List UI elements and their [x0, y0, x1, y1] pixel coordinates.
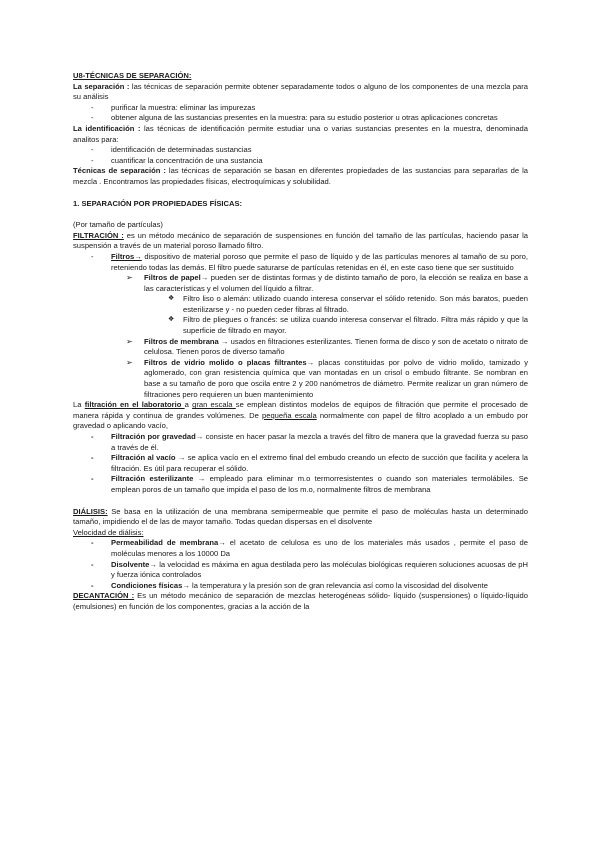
list-item: - cuantificar la concentración de una sustancia — [91, 155, 263, 165]
list-item: - Filtración al vacío → se aplica vacío en el extremo final del embudo creando un efecto de succión que facilita y acelera la filtración. Es útil para recuperar el sólido. — [91, 453, 528, 473]
decantacion-paragraph: DECANTACIÓN : Es un método mecánico de separación de mezclas heterogéneas sólido- líquido (suspensiones) o líquido-líquido (emulsiones) en función de los componentes, gracias a la acción de la — [73, 591, 528, 611]
section-heading: 1. SEPARACIÓN POR PROPIEDADES FÍSICAS: — [73, 198, 243, 208]
filtros-papel-item: ➢ Filtros de papel→ pueden ser de distintas formas y de distinto tamaño de poro, la elección se realiza en base a las características y el volumen del líquido a filtrar. — [126, 273, 529, 293]
filtros-membrana-item: ➢ Filtros de membrana → usados en filtraciones esterilizantes. Tienen forma de disco y son de acetato o nitrato de celulosa. Tienen poros de diverso tamaño — [126, 336, 529, 357]
list-item: - Filtración esterilizante → empleado para eliminar m.o termorresistentes o cuando son materiales termolábiles. Se emplean poros de un tamaño que impida el paso de los m.o, normalmente filtros de membrana — [91, 474, 528, 494]
diamond-bullet-icon: ❖ — [168, 295, 175, 303]
dash-marker: - — [91, 251, 94, 261]
separacion-text: las técnicas de separación permite obtener separadamente todos o alguno de los componentes de una mezcla para su análisis — [73, 81, 528, 102]
filtracion-term: FILTRACIÓN : — [73, 230, 124, 240]
filtros-vidrio-item: ➢ Filtros de vidrio molido o placas filtrantes→ placas constituidas por polvo de vidrio molido, tamizado y aglomerado, con gran resistencia química que van montadas en un crisol o embudo filtrante. Se nombran en base a su tamaño de poro que oscila entre 2 y 200 nanómetros de diámetro. Permite realizar un gran número de filtraciones pero requieren un buen mantenimiento — [126, 357, 528, 399]
dash-marker: - — [91, 145, 94, 155]
dash-marker: - — [91, 102, 94, 112]
dash-marker: - — [91, 453, 94, 463]
dash-marker: - — [91, 538, 94, 548]
identificacion-paragraph: La identificación : las técnicas de identificación permite estudiar una o varias sustancias presentes en la muestra, denominada analitos para: — [73, 123, 528, 144]
velocidad-heading: Velocidad de diálisis: — [73, 527, 144, 537]
dash-marker: - — [91, 474, 94, 484]
list-item: - obtener alguna de las sustancias presentes en la muestra: para su estudio posterior u otras aplicaciones concretas — [91, 113, 498, 123]
filtracion-paragraph: FILTRACIÓN : es un método mecánico de separación de suspensiones en función del tamaño de las partículas, haciendo pasar la suspensión a través de un material poroso llamado filtro. — [73, 230, 528, 251]
dialisis-term: DIÁLISIS: — [73, 506, 108, 516]
filtro-liso-item: ❖ Filtro liso o alemán: utilizado cuando interesa conservar el sólido retenido. Son más baratos, pueden esterilizarse y - no pueden ceder fibras al filtrado. — [168, 294, 528, 314]
laboratorio-paragraph: La filtración en el laboratorio a gran escala se emplean distintos modelos de equipos de filtración que permite el procesado de manera rápida y continua de grandes volúmenes. De pequeña escala normalmente con papel de filtro acoplado a un embudo por gravedad o aplicando vacío, — [73, 400, 529, 431]
list-item: - Condiciones físicas→ la temperatura y la presión son de gran relevancia así como la viscosidad del disolvente — [91, 580, 488, 590]
filtro-pliegues-item: ❖ Filtro de pliegues o francés: se utiliza cuando interesa conservar el filtrado. Filtra más rápido y que la superficie de filtrado en mayor. — [168, 315, 528, 336]
dash-marker: - — [91, 580, 94, 590]
tecnicas-term: Técnicas de separación : — [73, 166, 166, 176]
filtros-item: - Filtros→ dispositivo de material poroso que permite el paso de líquido y de las partículas menores al tamaño de su poro, reteniendo todas las demás. El filtro puede saturarse de partículas retenidas en él, en este caso tiene que ser sustituido — [91, 251, 528, 272]
list-item: - Filtración por gravedad→ consiste en hacer pasar la mezcla a través del filtro de manera que la gravedad fuerza su paso a través de él. — [91, 432, 528, 452]
diamond-bullet-icon: ❖ — [168, 316, 175, 324]
list-item: - purificar la muestra: eliminar las impurezas — [91, 102, 256, 112]
list-item: - identificación de determinadas sustancias — [91, 145, 252, 155]
arrow-bullet-icon: ➢ — [126, 357, 133, 367]
dash-marker: - — [91, 559, 94, 569]
list-item: - Disolvente→ la velocidad es máxima en agua destilada pero las moléculas biológicas requieren soluciones acuosas de pH y fuerza iónica controlados — [91, 559, 528, 580]
arrow-bullet-icon: ➢ — [126, 273, 133, 283]
dash-marker: - — [91, 432, 94, 441]
page-title: U8-TÉCNICAS DE SEPARACIÓN: — [73, 71, 192, 80]
identificacion-term: La identificación : — [73, 123, 141, 133]
dialisis-paragraph: DIÁLISIS: Se basa en la utilización de una membrana semipermeable que permite el paso de moléculas hasta un determinado tamaño, impidiendo el de las de mayor tamaño. Todas quedan dispersas en el disolvente — [73, 506, 528, 527]
separacion-paragraph — [73, 82, 528, 103]
section-note: (Por tamaño de partículas) — [73, 220, 163, 230]
arrow-bullet-icon: ➢ — [126, 336, 133, 346]
document-page — [73, 71, 528, 613]
dash-marker: - — [91, 155, 94, 165]
dash-marker: - — [91, 113, 94, 123]
tecnicas-paragraph: Técnicas de separación : las técnicas de separación se basan en diferentes propiedades de las sustancias para separarlas de la mezcla . Encontramos las propiedades físicas, electroquímicas y solubilidad. — [73, 166, 529, 186]
list-item: - Permeabilidad de membrana→ el acetato de celulosa es uno de los materiales más usados , permite el paso de moléculas menores a los 10000 Da — [91, 538, 529, 558]
separacion-term: La separación : — [73, 81, 130, 91]
decantacion-term: DECANTACIÓN : — [73, 591, 135, 601]
